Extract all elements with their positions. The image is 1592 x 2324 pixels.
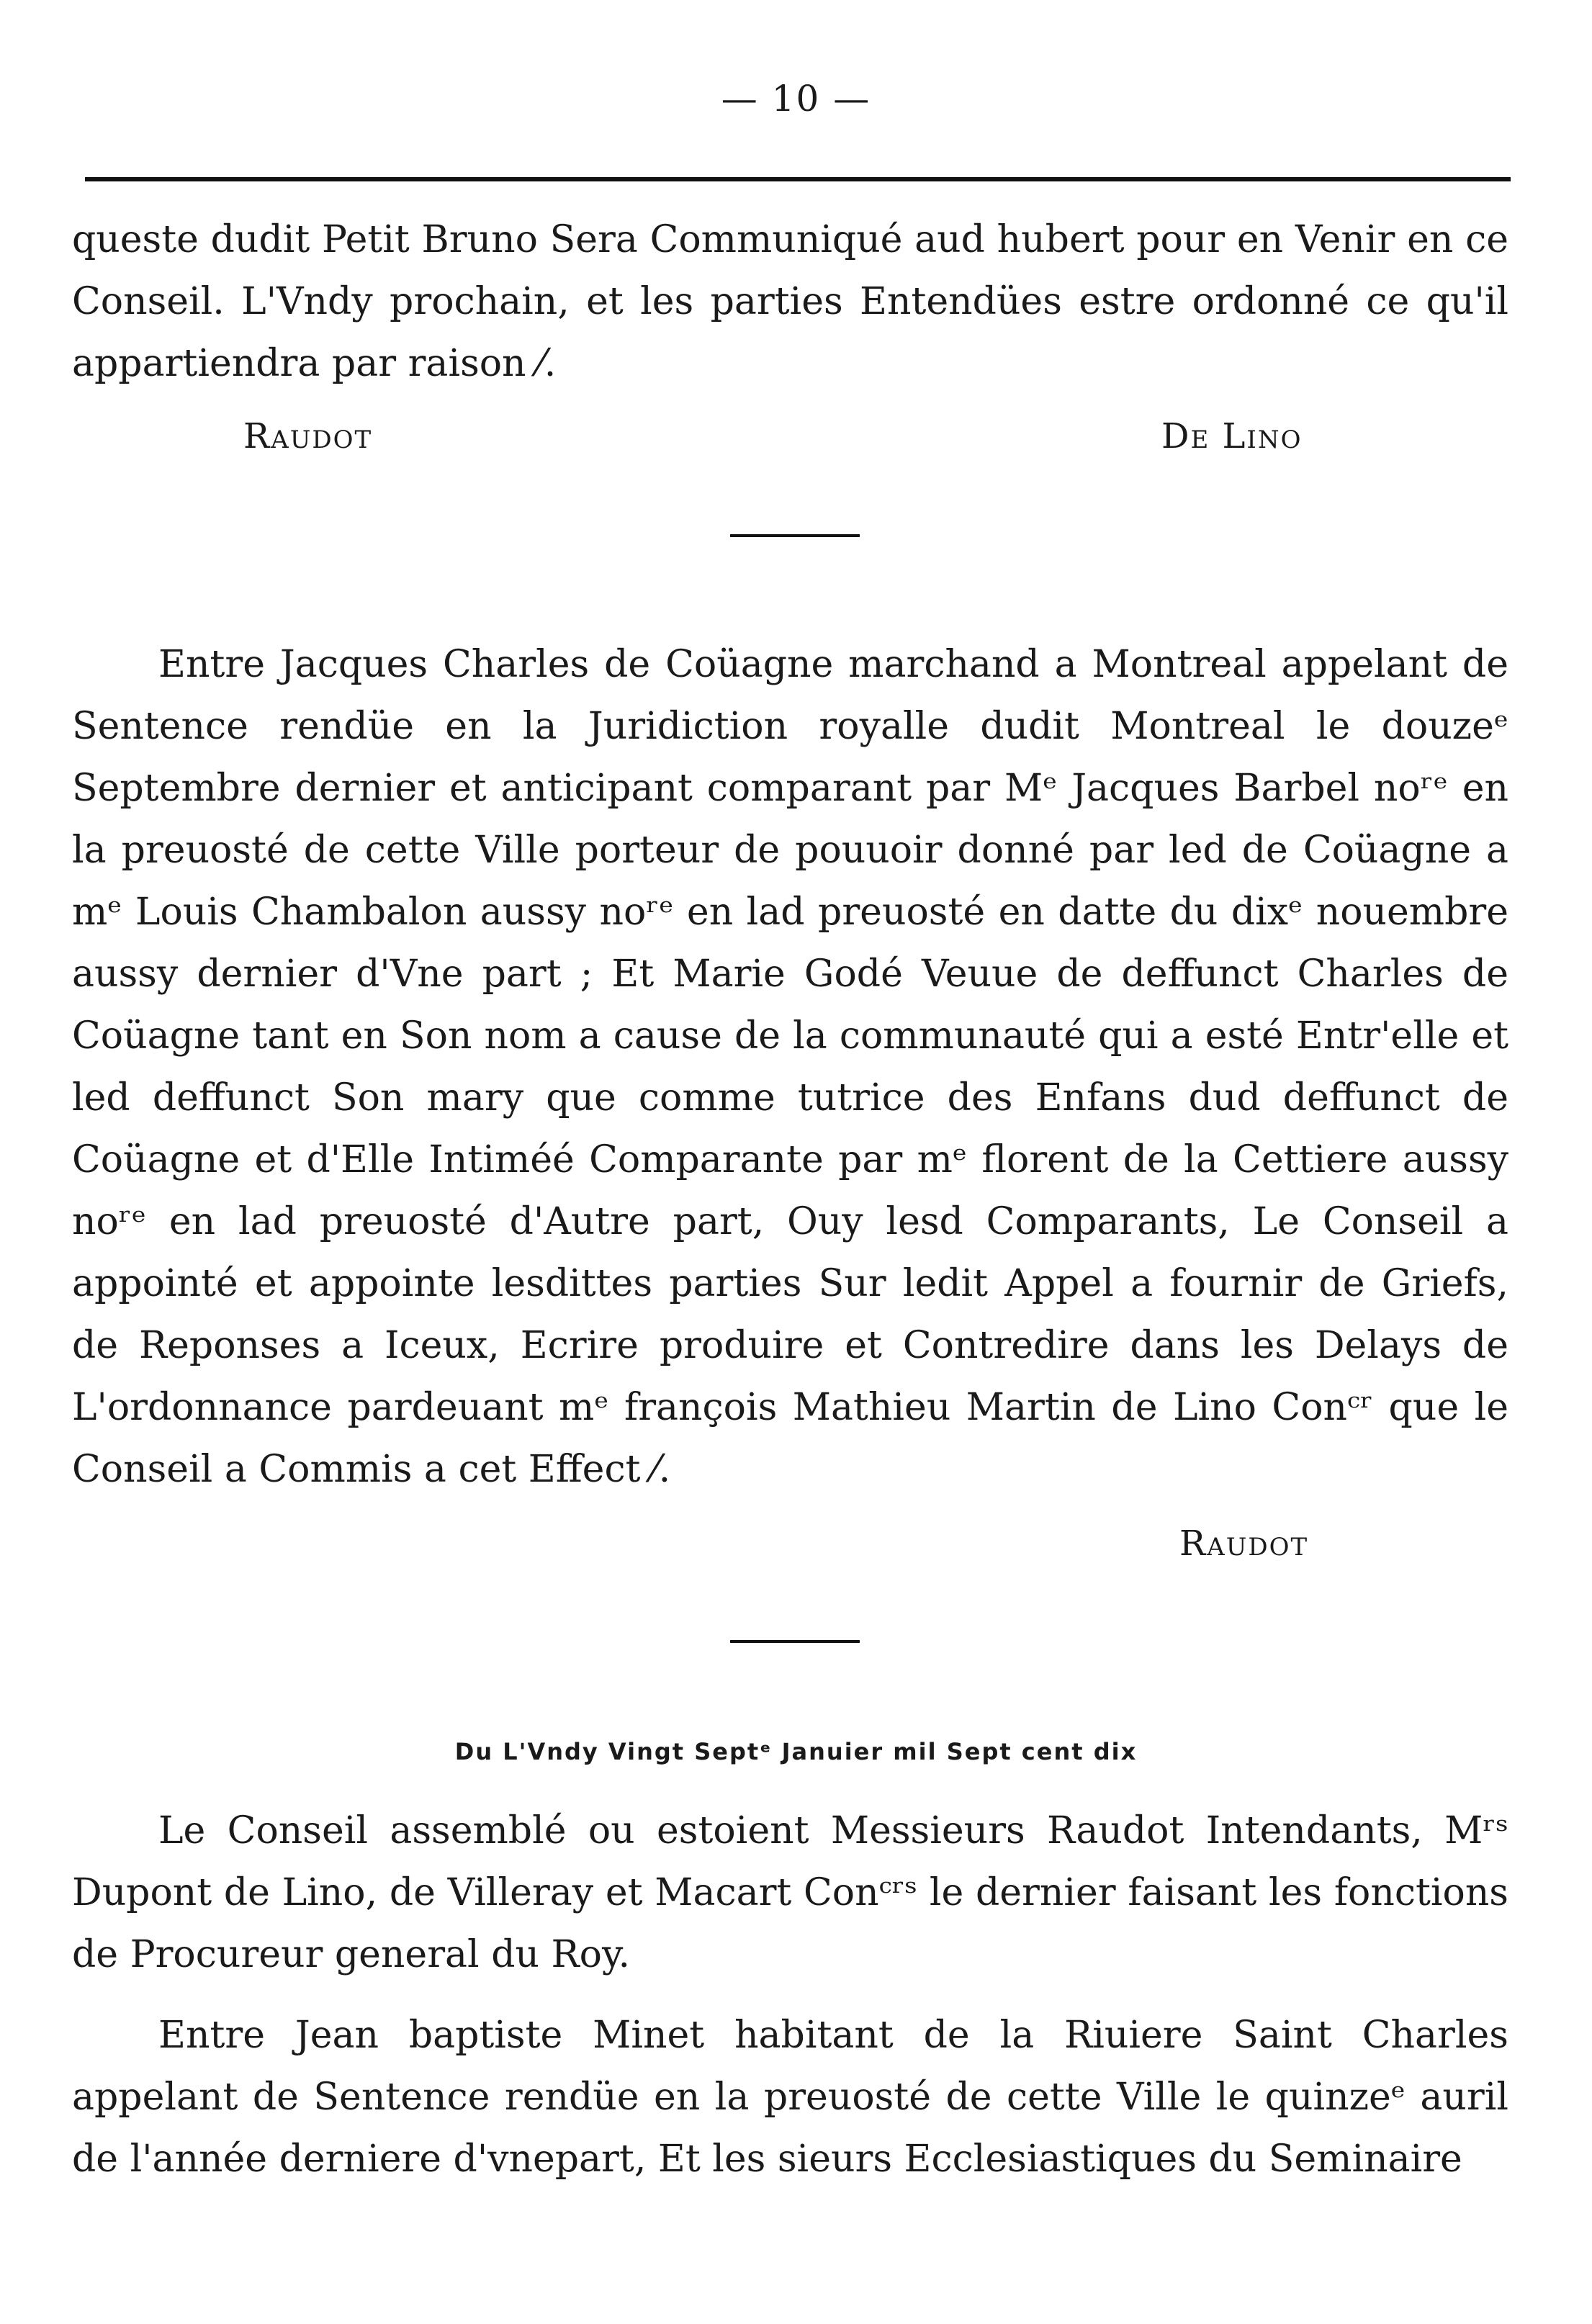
signature-raudot: Raudot — [243, 416, 373, 456]
header-rule — [85, 177, 1511, 181]
section-divider-2 — [730, 1640, 860, 1643]
paragraph-minet-appeal: Entre Jean baptiste Minet habitant de la Riuiere Saint Charles appelant de Sentence rendüe en la preuosté de cette Ville le quinzeᵉ auril de l'année derniere d'vnepart, Et les sieurs Ecclesiastiques du Seminaire — [72, 2014, 1508, 2181]
paragraph-coüagne-appeal: Entre Jacques Charles de Coüagne marchand a Montreal appelant de Sentence rendüe en la Juridiction royalle dudit Montreal le douzeᵉ Septembre dernier et anticipant comparant par Mᵉ Jacques Barbel noʳᵉ en la preuosté de cette Ville porteur de pouuoir donné par led de Coüagne a mᵉ Louis Chambalon aussy noʳᵉ en lad preuosté en datte du dixᵉ nouembre aussy dernier d'Vne part ; Et Marie Godé Veuue de deffunct Charles de Coüagne tant en Son nom a cause de la communauté qui a esté Entr'elle et led deffunct Son mary que comme tutrice des Enfans dud deffunct de Coüagne et d'Elle Intiméé Comparante par mᵉ florent de la Cettiere aussy noʳᵉ en lad preuosté d'Autre part, Ouy lesd Comparants, Le Conseil a appointé et appointe lesdittes parties Sur ledit Appel a fournir de Griefs, de Reponses a Iceux, Ecrire produire et Contredire dans les Delays de L'ordonnance pardeuant mᵉ françois Mathieu Martin de Lino Conᶜʳ que le Conseil a Commis a cet Effect ⁄. — [72, 643, 1508, 1491]
paragraph-council-assembled: Le Conseil assemblé ou estoient Messieurs Raudot Intendants, Mʳˢ Dupont de Lino, de Villeray et Macart Conᶜʳˢ le dernier faisant les fonctions de Procureur general du Roy. — [72, 1809, 1508, 1976]
section-divider — [730, 534, 860, 537]
signature-de-lino: De Lino — [1161, 416, 1303, 456]
paragraph-continuation: queste dudit Petit Bruno Sera Communiqué aud hubert pour en Venir en ce Conseil. L'Vndy prochain, et les parties Entendües estre ordonné ce qu'il appartiendra par raison ⁄. — [72, 218, 1508, 385]
session-date-heading: Du L'Vndy Vingt Septᵉ Januier mil Sept cent dix — [454, 1738, 1138, 1765]
page-number: — 10 — — [721, 78, 871, 120]
signature-raudot-2: Raudot — [1179, 1523, 1309, 1564]
